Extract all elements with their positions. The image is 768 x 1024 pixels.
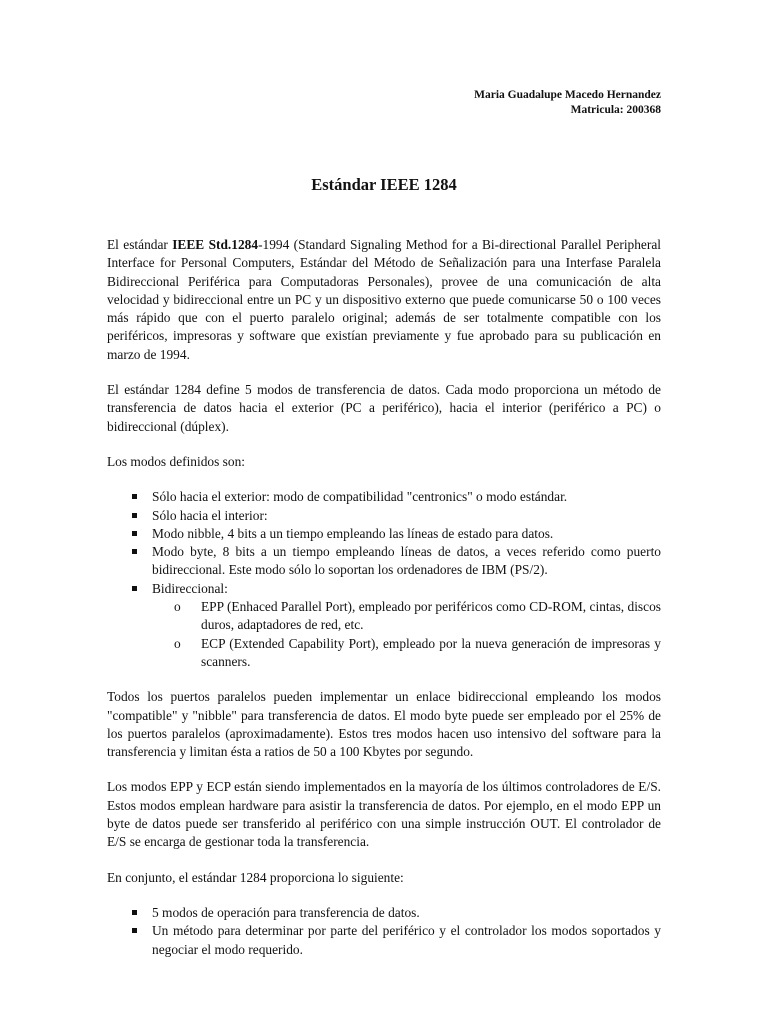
list-item: Modo byte, 8 bits a un tiempo empleando líneas de datos, a veces referido como puerto bidireccional. Este modo sólo lo soportan los ordenadores de IBM (PS/2). — [107, 543, 661, 580]
provides-list — [107, 904, 661, 959]
paragraph-modes-label: Los modos definidos son: — [107, 453, 245, 469]
intro-text-c: -1994 (Standard Signaling Method for a Bi-directional Parallel Peripheral Interface for Personal Computers, Estándar del Método de Señalización para una Interfase Paralela Bidireccional Periférica para Computadoras Personales), provee de una comunicación de alta velocidad y bidireccional entre un PC y un dispositivo externo que puede comunicarse 50 o 100 veces más rápido que con el puerto paralelo original; además de ser totalmente compatible con los periféricos, impresoras y software que existían previamente y fue aprobado para su publicación en marzo de 1994. — [107, 237, 661, 362]
paragraph-provides-label: En conjunto, el estándar 1284 proporciona lo siguiente: — [107, 869, 404, 885]
list-item: Un método para determinar por parte del periférico y el controlador los modos soportados y negociar el modo requerido. — [107, 922, 661, 959]
intro-text-a: El estándar — [107, 237, 173, 252]
document-body — [107, 236, 661, 976]
list-item: Sólo hacia el interior: — [107, 507, 661, 525]
intro-bold-standard: IEEE Std.1284 — [172, 237, 259, 252]
author-name: Maria Guadalupe Macedo Hernandez — [474, 89, 661, 101]
list-item: Sólo hacia el exterior: modo de compatibilidad "centronics" o modo estándar. — [107, 488, 661, 506]
matricula: Matricula: 200368 — [570, 104, 661, 116]
sublist-item: o ECP (Extended Capability Port), empleado por la nueva generación de impresoras y scanners. — [152, 635, 661, 672]
paragraph-modes-intro: El estándar 1284 define 5 modos de transferencia de datos. Cada modo proporciona un método de transferencia de datos hacia el exterior (PC a periférico), hacia el interior (periférico a PC) o bidireccional (dúplex). — [107, 382, 661, 434]
list-item: Modo nibble, 4 bits a un tiempo empleando las líneas de estado para datos. — [107, 525, 661, 543]
bidirectional-sublist — [152, 598, 661, 671]
paragraph-ports: Todos los puertos paralelos pueden implementar un enlace bidireccional empleando los modos "compatible" y "nibble" para transferencia de datos. El modo byte puede ser empleado por el 25% de los puertos paralelos (aproximadamente). Estos tres modos hacen uso intensivo del software para la transferencia y limitan ésta a ratios de 50 a 100 Kbytes por segundo. — [107, 689, 661, 760]
paragraph-intro — [107, 236, 661, 364]
author-block — [474, 88, 661, 118]
list-item-bidirectional — [107, 580, 661, 671]
sublist-item: o EPP (Enhaced Parallel Port), empleado por periféricos como CD-ROM, cintas, discos duros, adaptadores de red, etc. — [152, 598, 661, 635]
document-title: Estándar IEEE 1284 — [311, 175, 457, 194]
list-item-label: Bidireccional: — [152, 580, 228, 596]
paragraph-epp-ecp: Los modos EPP y ECP están siendo implementados en la mayoría de los últimos controladores de E/S. Estos modos emplean hardware para asistir la transferencia de datos. Por ejemplo, en el modo EPP un byte de datos puede ser transferido al periférico con una simple instrucción OUT. El controlador de E/S se encarga de gestionar toda la transferencia. — [107, 779, 661, 850]
modes-list — [107, 488, 661, 671]
list-item: 5 modos de operación para transferencia de datos. — [107, 904, 661, 922]
